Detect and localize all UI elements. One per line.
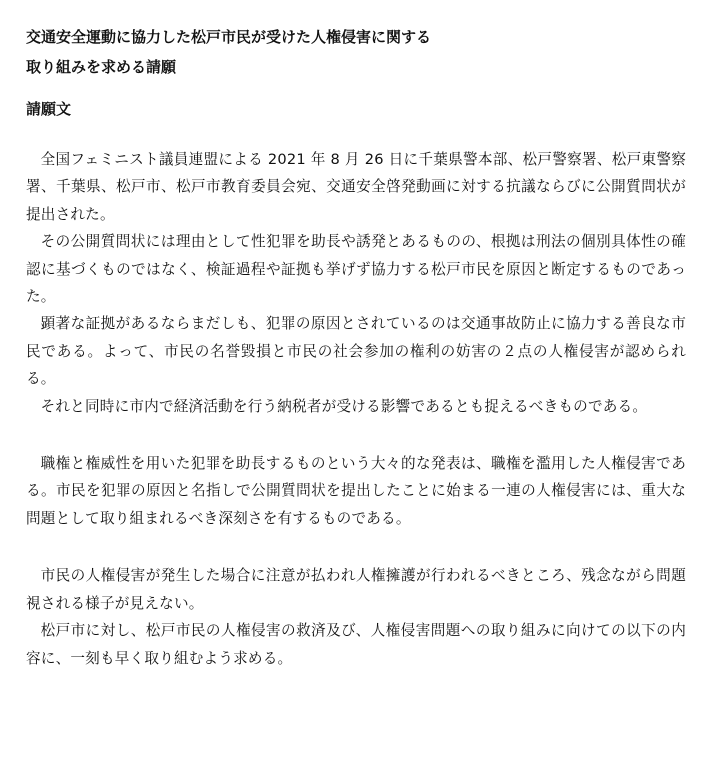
body-paragraph: 全国フェミニスト議員連盟による 2021 年 8 月 26 日に千葉県警本部、松戸警察署、松戸東警察署、千葉県、松戸市、松戸市教育委員会宛、交通安全啓発動画に対する抗議ならびに公開質問状が提出された。 (26, 151, 686, 223)
body-paragraph: 松戸市に対し、松戸市民の人権侵害の救済及び、人権侵害問題への取り組みに向けての以下の内容に、一刻も早く取り組むよう求める。 (26, 622, 686, 667)
body-section-3 (26, 562, 686, 672)
document-title (26, 22, 686, 82)
body-section-2 (26, 450, 686, 532)
title-line: 取り組みを求める請願 (26, 58, 177, 76)
body-paragraph: その公開質問状には理由として性犯罪を助長や誘発とあるものの、根拠は刑法の個別具体性の確認に基づくものではなく、検証過程や証拠も挙げず協力する松戸市民を原因と断定するものであった。 (26, 233, 686, 306)
body-paragraph: 顕著な証拠があるならまだしも、犯罪の原因とされているのは交通事故防止に協力する善良な市民である。よって、市民の名誉毀損と市民の社会参加の権利の妨害の２点の人権侵害が認められる。 (26, 315, 686, 388)
body-paragraph: 職権と権威性を用いた犯罪を助長するものという大々的な発表は、職権を濫用した人権侵害である。市民を犯罪の原因と名指しで公開質問状を提出したことに始まる一連の人権侵害には、重大な問題として取り組まれるべき深刻さを有するものである。 (26, 455, 686, 527)
body-paragraph: それと同時に市内で経済活動を行う納税者が受ける影響であるとも捉えるべきものである。 (40, 397, 648, 415)
title-line: 交通安全運動に協力した松戸市民が受けた人権侵害に関する (26, 28, 432, 46)
section-heading: 請願文 (26, 100, 72, 118)
body-paragraph: 市民の人権侵害が発生した場合に注意が払われ人権擁護が行われるべきところ、残念ながら問題視される様子が見えない。 (26, 567, 686, 612)
body-section-1 (26, 146, 686, 420)
